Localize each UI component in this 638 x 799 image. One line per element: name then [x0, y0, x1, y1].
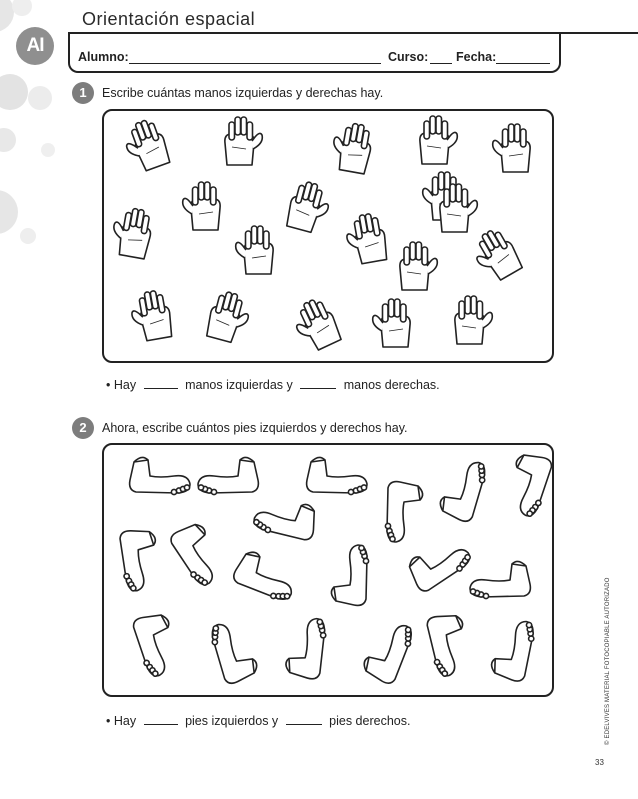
curso-label: Curso:	[388, 50, 429, 64]
hand-illustration	[109, 206, 154, 260]
hand-illustration	[344, 212, 389, 266]
fecha-label: Fecha:	[456, 50, 497, 64]
answer-text-left: manos izquierdas y	[185, 378, 293, 392]
alumno-label: Alumno:	[78, 50, 129, 64]
foot-illustration	[252, 492, 320, 544]
hand-illustration	[493, 124, 530, 172]
page-number: 33	[595, 758, 604, 767]
foot-illustration	[500, 449, 556, 518]
foot-illustration	[307, 457, 367, 494]
area-badge: AI	[16, 27, 54, 65]
hand-illustration	[205, 289, 254, 345]
hand-illustration	[120, 116, 172, 174]
foot-illustration	[470, 561, 530, 598]
hand-illustration	[236, 226, 273, 274]
hand-illustration	[183, 182, 220, 230]
foot-illustration	[360, 617, 416, 686]
hand-illustration	[373, 299, 410, 347]
hand-illustration	[400, 242, 437, 290]
hand-illustration	[289, 295, 343, 354]
foot-illustration	[385, 482, 422, 542]
bullet: •	[106, 714, 111, 728]
exercise-1-instruction: Escribe cuántas manos izquierdas y derechas hay.	[102, 86, 384, 100]
exercise-2-instruction: Ahora, escribe cuántos pies izquierdos y derechos hay.	[102, 421, 408, 435]
hand-illustration	[468, 225, 524, 285]
foot-illustration	[130, 457, 190, 494]
foot-illustration	[423, 610, 475, 678]
answer-text-right: pies derechos.	[329, 714, 411, 728]
foot-illustration	[231, 548, 300, 604]
foot-illustration	[285, 616, 327, 679]
foot-illustration	[437, 456, 489, 524]
hand-illustration	[420, 116, 457, 164]
page-title: Orientación espacial	[82, 9, 256, 29]
exercise-2-number: 2	[72, 417, 94, 439]
exercise-1-number: 1	[72, 82, 94, 104]
hand-illustration	[129, 289, 174, 343]
foot-illustration	[116, 526, 163, 592]
foot-illustration	[403, 531, 474, 596]
foot-illustration	[208, 618, 260, 686]
answer-word-hay: Hay	[113, 378, 137, 392]
answer-text-left: pies izquierdos y	[185, 714, 279, 728]
copyright-notice: © EDELVIVES MATERIAL FOTOCOPIABLE AUTORIZADO	[605, 577, 611, 745]
foot-illustration	[129, 609, 185, 678]
hand-illustration	[225, 117, 262, 165]
foot-illustration	[489, 617, 536, 683]
hand-illustration	[455, 296, 492, 344]
foot-illustration	[331, 545, 368, 605]
bullet: •	[106, 378, 111, 392]
foot-illustration	[198, 457, 258, 494]
answer-text-right: manos derechas.	[343, 378, 440, 392]
hand-illustration	[440, 184, 477, 232]
hand-illustration	[285, 179, 334, 235]
answer-word-hay: Hay	[113, 714, 137, 728]
hand-illustration	[329, 121, 374, 175]
foot-illustration	[166, 518, 231, 589]
